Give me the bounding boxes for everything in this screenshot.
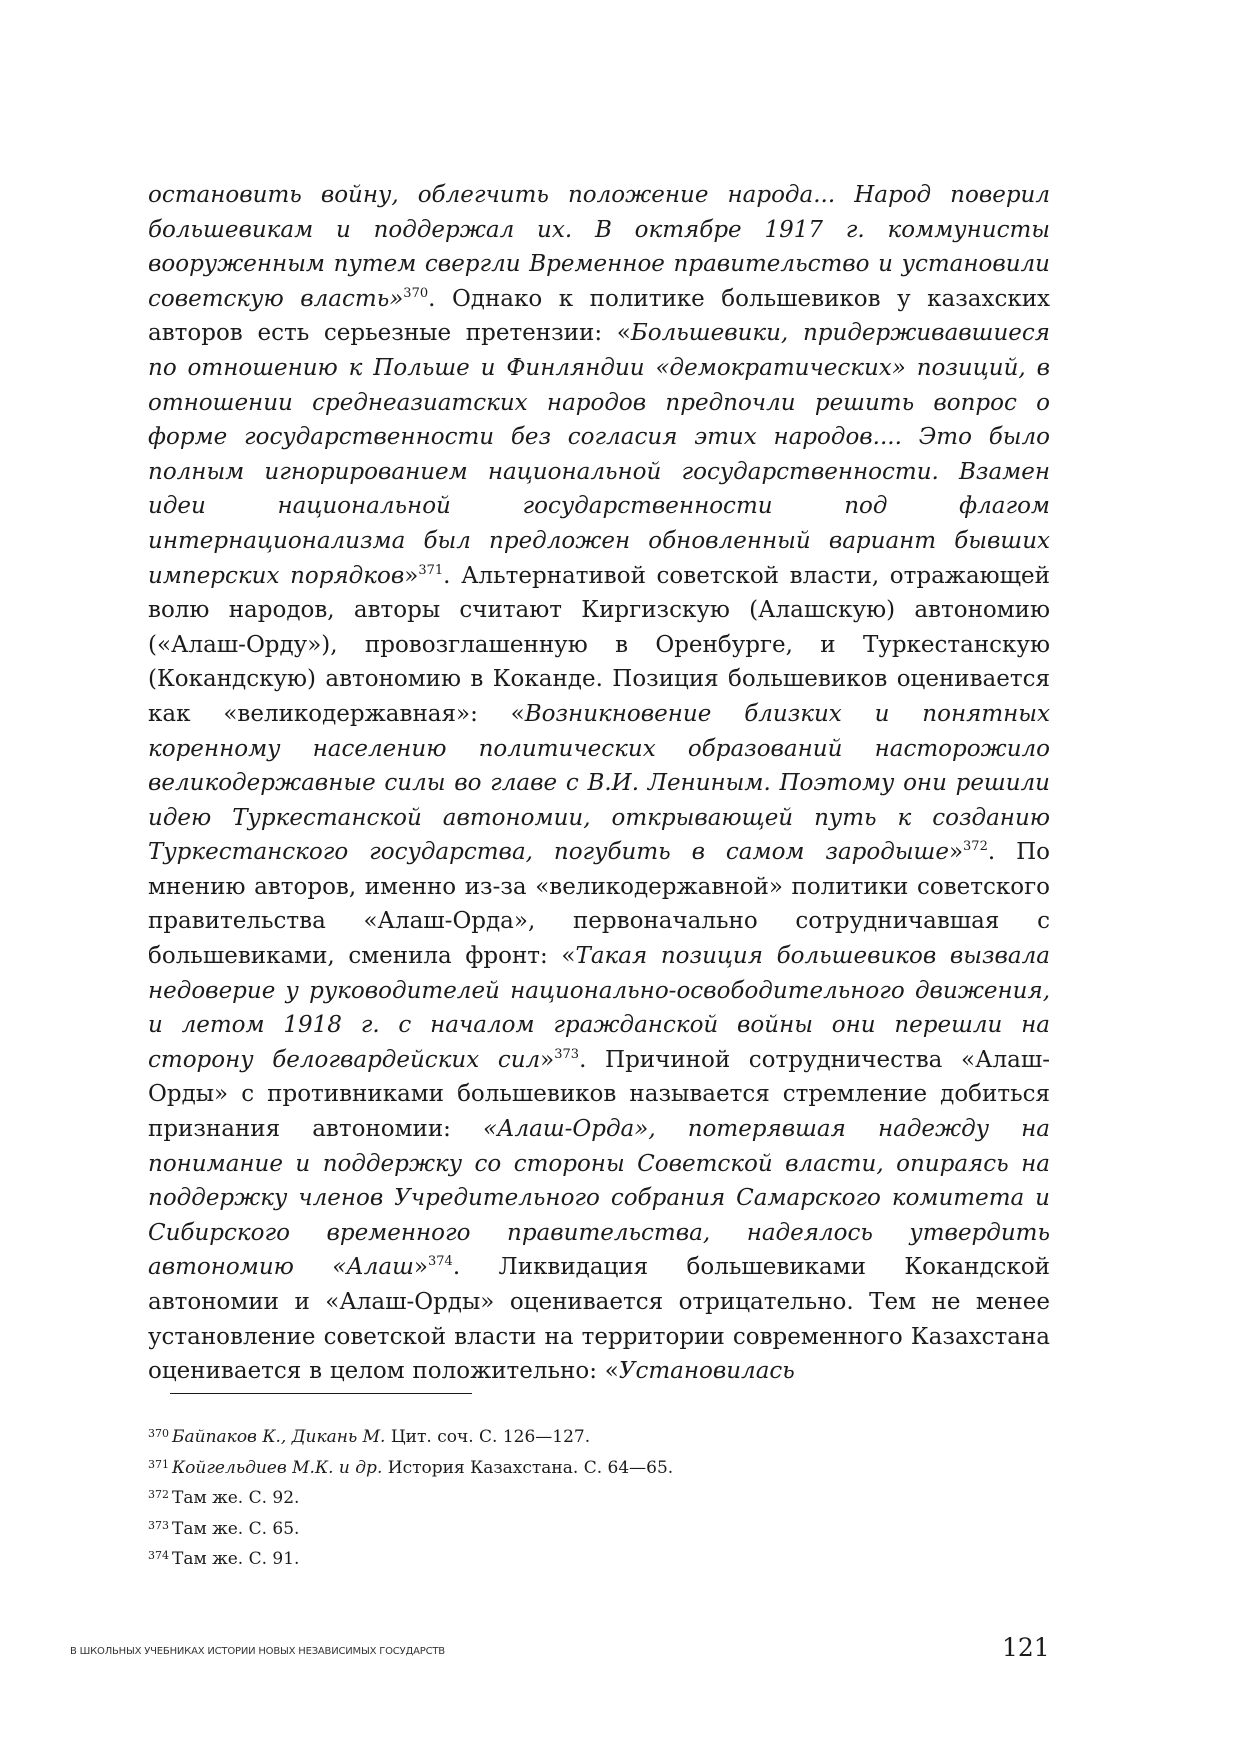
- footnotes: [148, 1422, 1050, 1575]
- footnote-text: Там же. С. 91.: [172, 1549, 300, 1569]
- footnote-text: Цит. соч. С. 126—127.: [385, 1427, 591, 1447]
- footnote-authors: Байпаков К., Дикань М.: [172, 1427, 386, 1447]
- body-text-run: »: [540, 1046, 555, 1073]
- footnote-number: 372: [148, 1488, 169, 1501]
- body-text-run: . Альтернативой советской власти, отражающей волю народов, авторы считают Киргизскую (Алашскую) автономию («Алаш-Орду»), провозглашенную в Оренбурге, и Туркестанскую (Кокандскую) автономию в Коканде. Позиция большевиков оценивается как «великодержавная»: «: [148, 562, 1051, 727]
- quote-text: остановить войну, облегчить положение народа... Народ поверил большевикам и поддержал их. В октябре 1917 г. коммунисты вооруженным путем свергли Временное правительство и установили советскую власть»: [148, 182, 1050, 312]
- body-text-run: . Однако к политике большевиков у казахских авторов есть серьезные претензии: «: [148, 285, 1050, 347]
- footnote: [148, 1544, 1050, 1575]
- footnote: [148, 1514, 1050, 1545]
- footnote: [148, 1453, 1050, 1484]
- footnote-authors: Койгельдиев М.К. и др.: [172, 1457, 383, 1478]
- footnote-number: 373: [148, 1518, 169, 1532]
- page-number: 121: [1002, 1633, 1050, 1662]
- quote-text: «Алаш-Орда», потерявшая надежду на понимание и поддержку со стороны Советской власти, опираясь на поддержку членов Учредительного собрания Самарского комитета и Сибирского временного правительства, надеялось утвердить автономию «Алаш: [148, 1116, 1051, 1281]
- footnote-ref[interactable]: 373: [554, 1046, 580, 1062]
- body-text-run: . Ликвидация большевиками Кокандской автономии и «Алаш-Орды» оценивается отрицательно. Тем не менее установление советской власти на территории современного Казахстана оценивается в целом положительно: «: [148, 1254, 1050, 1385]
- quote-text: Такая позиция большевиков вызвала недоверие у руководителей национально-освободительного движения, и летом 1918 г. с началом гражданской войны они перешли на сторону белогвардейских сил: [148, 943, 1050, 1073]
- main-text: [148, 178, 1050, 1389]
- footnote-text: Там же. С. 92.: [172, 1488, 300, 1508]
- footnote-ref[interactable]: 372: [963, 839, 988, 855]
- footnote: [148, 1483, 1050, 1514]
- footnote-separator: [170, 1393, 472, 1394]
- running-footer: В ШКОЛЬНЫХ УЧЕБНИКАХ ИСТОРИИ НОВЫХ НЕЗАВИСИМЫХ ГОСУДАРСТВ: [70, 1646, 445, 1657]
- body-text-run: . Причиной сотрудничества «Алаш-Орды» с противниками большевиков называется стремление добиться признания автономии:: [148, 1046, 1050, 1143]
- quote-text: Возникновение близких и понятных коренному населению политических образований насторожило великодержавные силы во главе с В.И. Лениным. Поэтому они решили идею Туркестанской автономии, открывающей путь к созданию Туркестанского государства, погубить в самом зародыше: [148, 700, 1051, 866]
- quote-text: Установилась: [618, 1358, 795, 1385]
- body-text-run: »: [404, 562, 419, 589]
- body-text-run: »: [413, 1254, 428, 1281]
- footnote-number: 374: [148, 1549, 169, 1562]
- footnote: [148, 1422, 1050, 1453]
- quote-text: Большевики, придерживавшиеся по отношению к Польше и Финляндии «демократических» позиций, в отношении среднеазиатских народов предпочли решить вопрос о форме государственности без согласия этих народов.... Это было полным игнорированием национальной государственности. Взамен идеи национальной государственности под флагом интернационализма был предложен обновленный вариант бывших имперских порядков: [148, 320, 1050, 589]
- footnote-text: История Казахстана. С. 64—65.: [382, 1457, 674, 1478]
- body-text-run: »: [948, 839, 964, 866]
- footnote-number: 371: [148, 1457, 169, 1471]
- footnote-number: 370: [148, 1427, 169, 1440]
- footnote-ref[interactable]: 371: [418, 562, 444, 578]
- footnote-text: Там же. С. 65.: [172, 1518, 300, 1539]
- body-text-run: . По мнению авторов, именно из-за «великодержавной» политики советского правительства «Алаш-Орда», первоначально сотрудничавшая с большевиками, сменила фронт: «: [148, 839, 1050, 970]
- footnote-ref[interactable]: 370: [403, 285, 429, 301]
- footnote-ref[interactable]: 374: [427, 1254, 453, 1270]
